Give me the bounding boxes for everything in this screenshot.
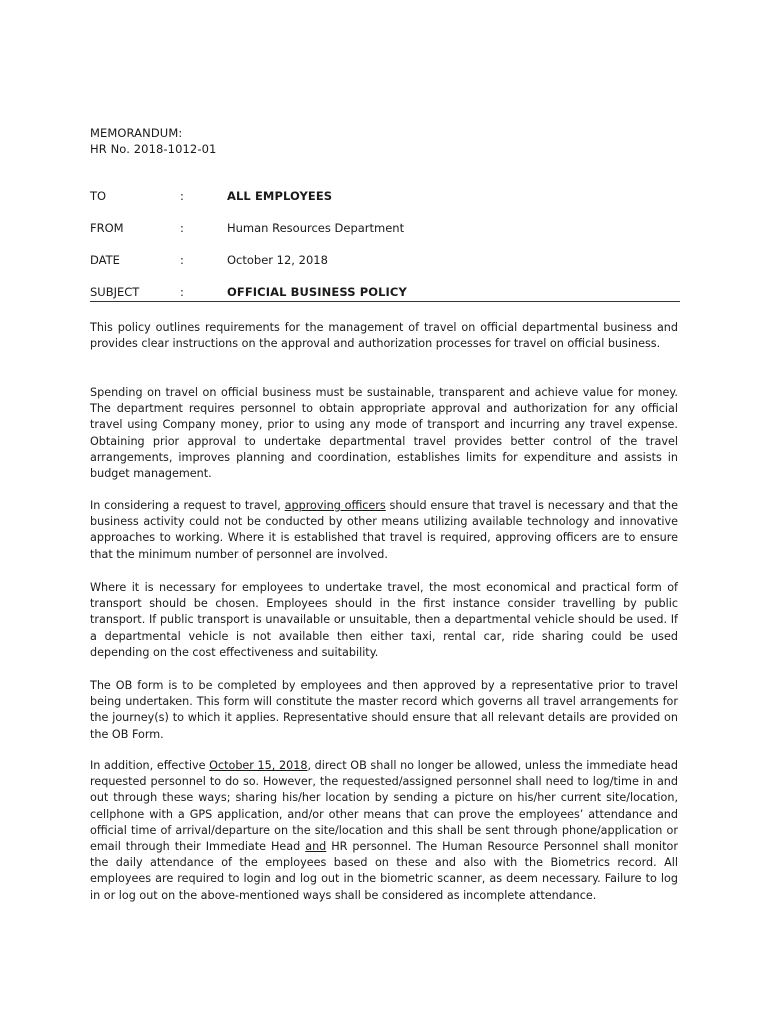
field-row-from [90, 219, 680, 237]
field-colon: : [180, 189, 184, 203]
paragraph-approving-officers [90, 498, 678, 563]
memo-header [90, 125, 216, 157]
field-label-to: TO [90, 189, 107, 203]
and-underlined: and [305, 840, 327, 854]
approving-officers-underlined: approving officers [284, 499, 386, 512]
paragraph-text: , direct OB shall no longer be allowed, unless the immediate head requested personnel to do so. However, the requested/assigned personnel shall need to log/time in and out through these ways; sharing his/her location by sending a picture on his/her current site/location, cellphone with a GPS application, and/or other means that can prove the employees’ attendance and official time of arrival/departure on the site/location and this shall be sent through phone/application or email through their Immediate Head [90, 759, 679, 854]
paragraph-text: should ensure that travel is necessary and that the business activity could not be conducted by other means utilizing available technology and innovative approaches to working. Where it is established that travel is required, approving officers are to ensure that the minimum number of personnel are involved. [90, 499, 678, 561]
paragraph-text: In addition, effective [90, 759, 210, 772]
paragraph-text: HR personnel. The Human Resource Personnel shall monitor the daily attendance of the employees based on these and also with the Biometrics record. All employees are required to login and log out in the biometric scanner, as deem necessary. Failure to log in or log out on the above-mentioned ways shall be considered as incomplete attendance. [90, 840, 678, 902]
header-divider [90, 301, 680, 302]
memo-heading: MEMORANDUM: [90, 126, 183, 140]
field-row-date [90, 251, 680, 269]
field-colon: : [180, 221, 184, 235]
memo-number: HR No. 2018-1012-01 [90, 142, 217, 156]
field-label-from: FROM [90, 221, 124, 235]
field-value-to: ALL EMPLOYEES [227, 189, 333, 203]
field-label-subject: SUBJECT [90, 285, 140, 299]
field-row-subject [90, 283, 680, 301]
paragraph-transport: Where it is necessary for employees to undertake travel, the most economical and practical form of transport should be chosen. Employees should in the first instance consider travelling by public transport. If public transport is unavailable or unsuitable, then a departmental vehicle should be used. If a departmental vehicle is not available then either taxi, rental car, ride sharing could be used depending on the cost effectiveness and suitability. [90, 581, 678, 659]
paragraph-text: In considering a request to travel, [90, 499, 285, 512]
effective-date-underlined: October 15, 2018 [209, 759, 308, 772]
paragraph-ob-form: The OB form is to be completed by employees and then approved by a representative prior to travel being undertaken. This form will constitute the master record which governs all travel arrangements for the journey(s) to which it applies. Representative should ensure that all relevant details are provided on the OB Form. [90, 679, 678, 741]
paragraph-effective-date [90, 758, 678, 904]
field-value-from: Human Resources Department [227, 221, 405, 235]
paragraph-spending: Spending on travel on official business must be sustainable, transparent and achieve value for money. The department requires personnel to obtain appropriate approval and authorization for any official travel using Company money, prior to using any mode of transport and incurring any travel expense. Obtaining prior approval to undertake departmental travel provides better control of the travel arrangements, improves planning and coordination, establishes limits for expenditure and assists in budget management. [90, 386, 678, 481]
paragraph-policy-overview: This policy outlines requirements for the management of travel on official departmental business and provides clear instructions on the approval and authorization processes for travel on official business. [90, 321, 678, 351]
field-value-subject: OFFICIAL BUSINESS POLICY [227, 285, 407, 299]
field-colon: : [180, 285, 184, 299]
field-label-date: DATE [90, 253, 120, 267]
field-value-date: October 12, 2018 [227, 253, 328, 267]
field-row-to [90, 187, 680, 205]
field-colon: : [180, 253, 184, 267]
